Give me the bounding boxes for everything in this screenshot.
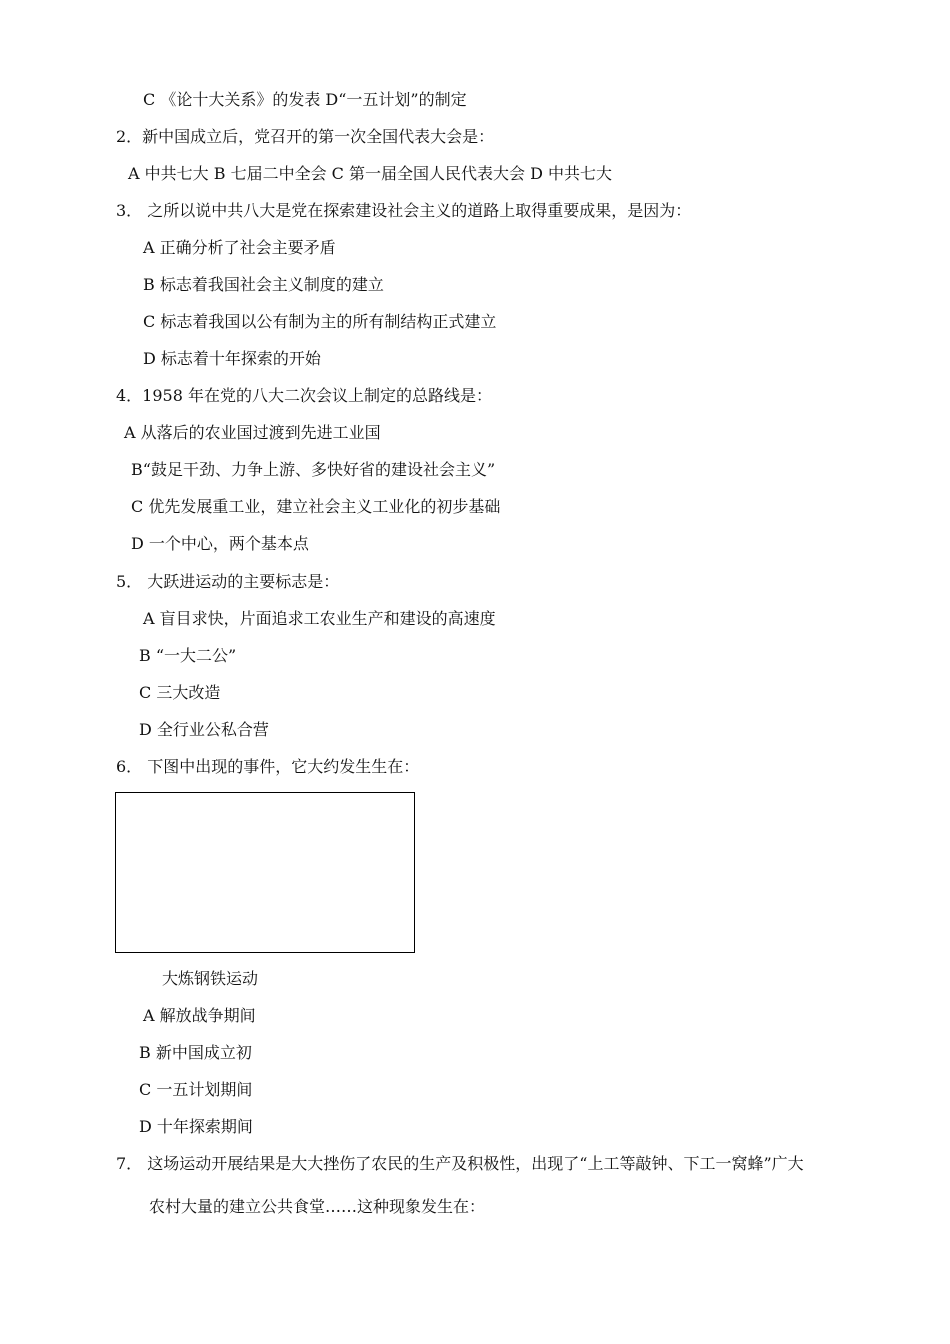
q5-option-a: A 盲目求快，片面追求工农业生产和建设的高速度 <box>143 609 496 628</box>
q6-stem: 6． 下图中出现的事件，它大约发生生在： <box>116 757 420 776</box>
q3-option-b: B 标志着我国社会主义制度的建立 <box>143 275 384 294</box>
q2-options: A 中共七大 B 七届二中全会 C 第一届全国人民代表大会 D 中共七大 <box>128 164 612 183</box>
q6-option-a: A 解放战争期间 <box>143 1006 256 1025</box>
q7-stem-continued: 农村大量的建立公共食堂……这种现象发生在： <box>149 1197 486 1216</box>
q6-option-b: B 新中国成立初 <box>139 1043 252 1062</box>
q5-stem: 5． 大跃进运动的主要标志是： <box>116 572 340 591</box>
q4-option-b: B“鼓足干劲、力争上游、多快好省的建设社会主义” <box>131 460 496 479</box>
q3-option-c: C 标志着我国以公有制为主的所有制结构正式建立 <box>143 312 497 331</box>
q6-option-c: C 一五计划期间 <box>139 1080 253 1099</box>
q4-option-d: D 一个中心，两个基本点 <box>131 534 309 553</box>
q6-option-d: D 十年探索期间 <box>139 1117 253 1136</box>
q2-stem: 2．新中国成立后，党召开的第一次全国代表大会是： <box>116 127 495 146</box>
q5-option-b: B “一大二公” <box>139 646 237 665</box>
q7-stem: 7． 这场运动开展结果是大大挫伤了农民的生产及积极性，出现了“上工等敲钟、下工一窝蜂”广大 <box>116 1154 804 1173</box>
q4-option-c: C 优先发展重工业，建立社会主义工业化的初步基础 <box>131 497 501 516</box>
q3-stem: 3． 之所以说中共八大是党在探索建设社会主义的道路上取得重要成果，是因为： <box>116 201 692 220</box>
q3-option-d: D 标志着十年探索的开始 <box>143 349 321 368</box>
q4-stem: 4．1958 年在党的八大二次会议上制定的总路线是： <box>116 386 492 405</box>
figure-placeholder-frame <box>115 792 415 953</box>
figure-caption: 大炼钢铁运动 <box>162 969 259 988</box>
q3-option-a: A 正确分析了社会主要矛盾 <box>143 238 336 257</box>
q5-option-d: D 全行业公私合营 <box>139 720 269 739</box>
q1-option-cd: C 《论十大关系》的发表 D“一五计划”的制定 <box>143 90 467 109</box>
q5-option-c: C 三大改造 <box>139 683 221 702</box>
q4-option-a: A 从落后的农业国过渡到先进工业国 <box>124 423 381 442</box>
